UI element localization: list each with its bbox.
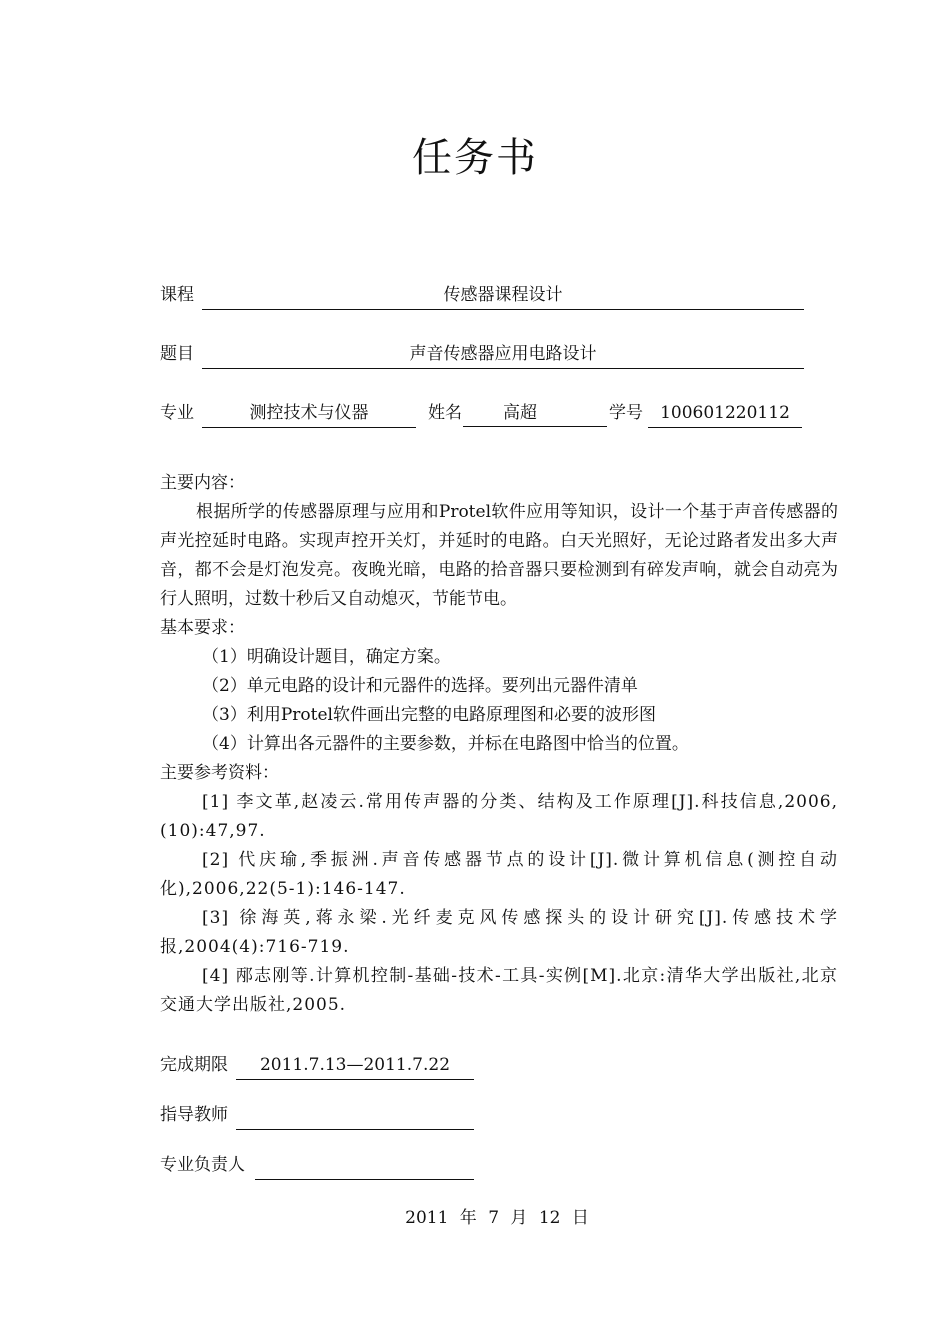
requirement-item: （3）利用Protel软件画出完整的电路原理图和必要的波形图: [202, 705, 656, 725]
reference-item: [2] 代庆瑜,季振洲.声音传感器节点的设计[J].微计算机信息(测控自动化),2006,22(5-1):146-147.: [160, 850, 838, 899]
requirements-heading: 基本要求：: [160, 618, 245, 638]
major-label: 专业: [160, 403, 194, 423]
reference-item: [1] 李文革,赵凌云.常用传声器的分类、结构及工作原理[J].科技信息,2006,(10):47,97.: [160, 792, 838, 841]
main-content-text: 根据所学的传感器原理与应用和Protel软件应用等知识，设计一个基于声音传感器的声光控延时电路。实现声控开关灯，并延时的电路。白天光照好，无论过路者发出多大声音，都不会是灯泡发亮。夜晚光暗，电路的拾音器只要检测到有碎发声响，就会自动亮为行人照明，过数十秒后又自动熄灭，节能节电。: [160, 502, 838, 609]
department-head-row: [160, 1153, 476, 1181]
requirement-item: （1）明确设计题目，确定方案。: [202, 647, 451, 667]
page-title: 任务书: [412, 135, 538, 181]
course-value: 传感器课程设计: [202, 283, 804, 310]
head-label: 专业负责人: [160, 1155, 245, 1175]
references-heading: 主要参考资料：: [160, 763, 279, 783]
main-content-heading: 主要内容：: [160, 473, 245, 493]
content-section: [160, 469, 838, 1020]
topic-label: 题目: [160, 344, 194, 364]
major-value: 测控技术与仪器: [202, 401, 416, 428]
topic-row: [160, 342, 806, 370]
head-signature-line: [255, 1153, 474, 1180]
period-label: 完成期限: [160, 1055, 228, 1075]
advisor-signature-line: [236, 1103, 474, 1130]
reference-item: [3] 徐海英,蒋永梁.光纤麦克风传感探头的设计研究[J].传感技术学报,2004(4):716-719.: [160, 908, 838, 957]
topic-value: 声音传感器应用电路设计: [202, 342, 804, 369]
requirement-item: （4）计算出各元器件的主要参数，并标在电路图中恰当的位置。: [202, 734, 689, 754]
advisor-label: 指导教师: [160, 1105, 228, 1125]
course-row: [160, 283, 806, 311]
name-value: 高超: [463, 401, 607, 427]
requirement-item: （2）单元电路的设计和元器件的选择。要列出元器件清单: [202, 676, 638, 696]
document-date: 2011 年 7 月 12 日: [405, 1208, 589, 1228]
period-value: 2011.7.13—2011.7.22: [236, 1053, 474, 1080]
name-label: 姓名: [428, 403, 462, 423]
completion-period-row: [160, 1053, 476, 1081]
course-label: 课程: [160, 285, 194, 305]
id-value: 100601220112: [648, 401, 802, 428]
student-info-row: [160, 401, 806, 429]
id-label: 学号: [609, 403, 643, 423]
reference-item: [4] 邴志刚等.计算机控制-基础-技术-工具-实例[M].北京:清华大学出版社,北京交通大学出版社,2005.: [160, 966, 838, 1015]
advisor-row: [160, 1103, 476, 1131]
